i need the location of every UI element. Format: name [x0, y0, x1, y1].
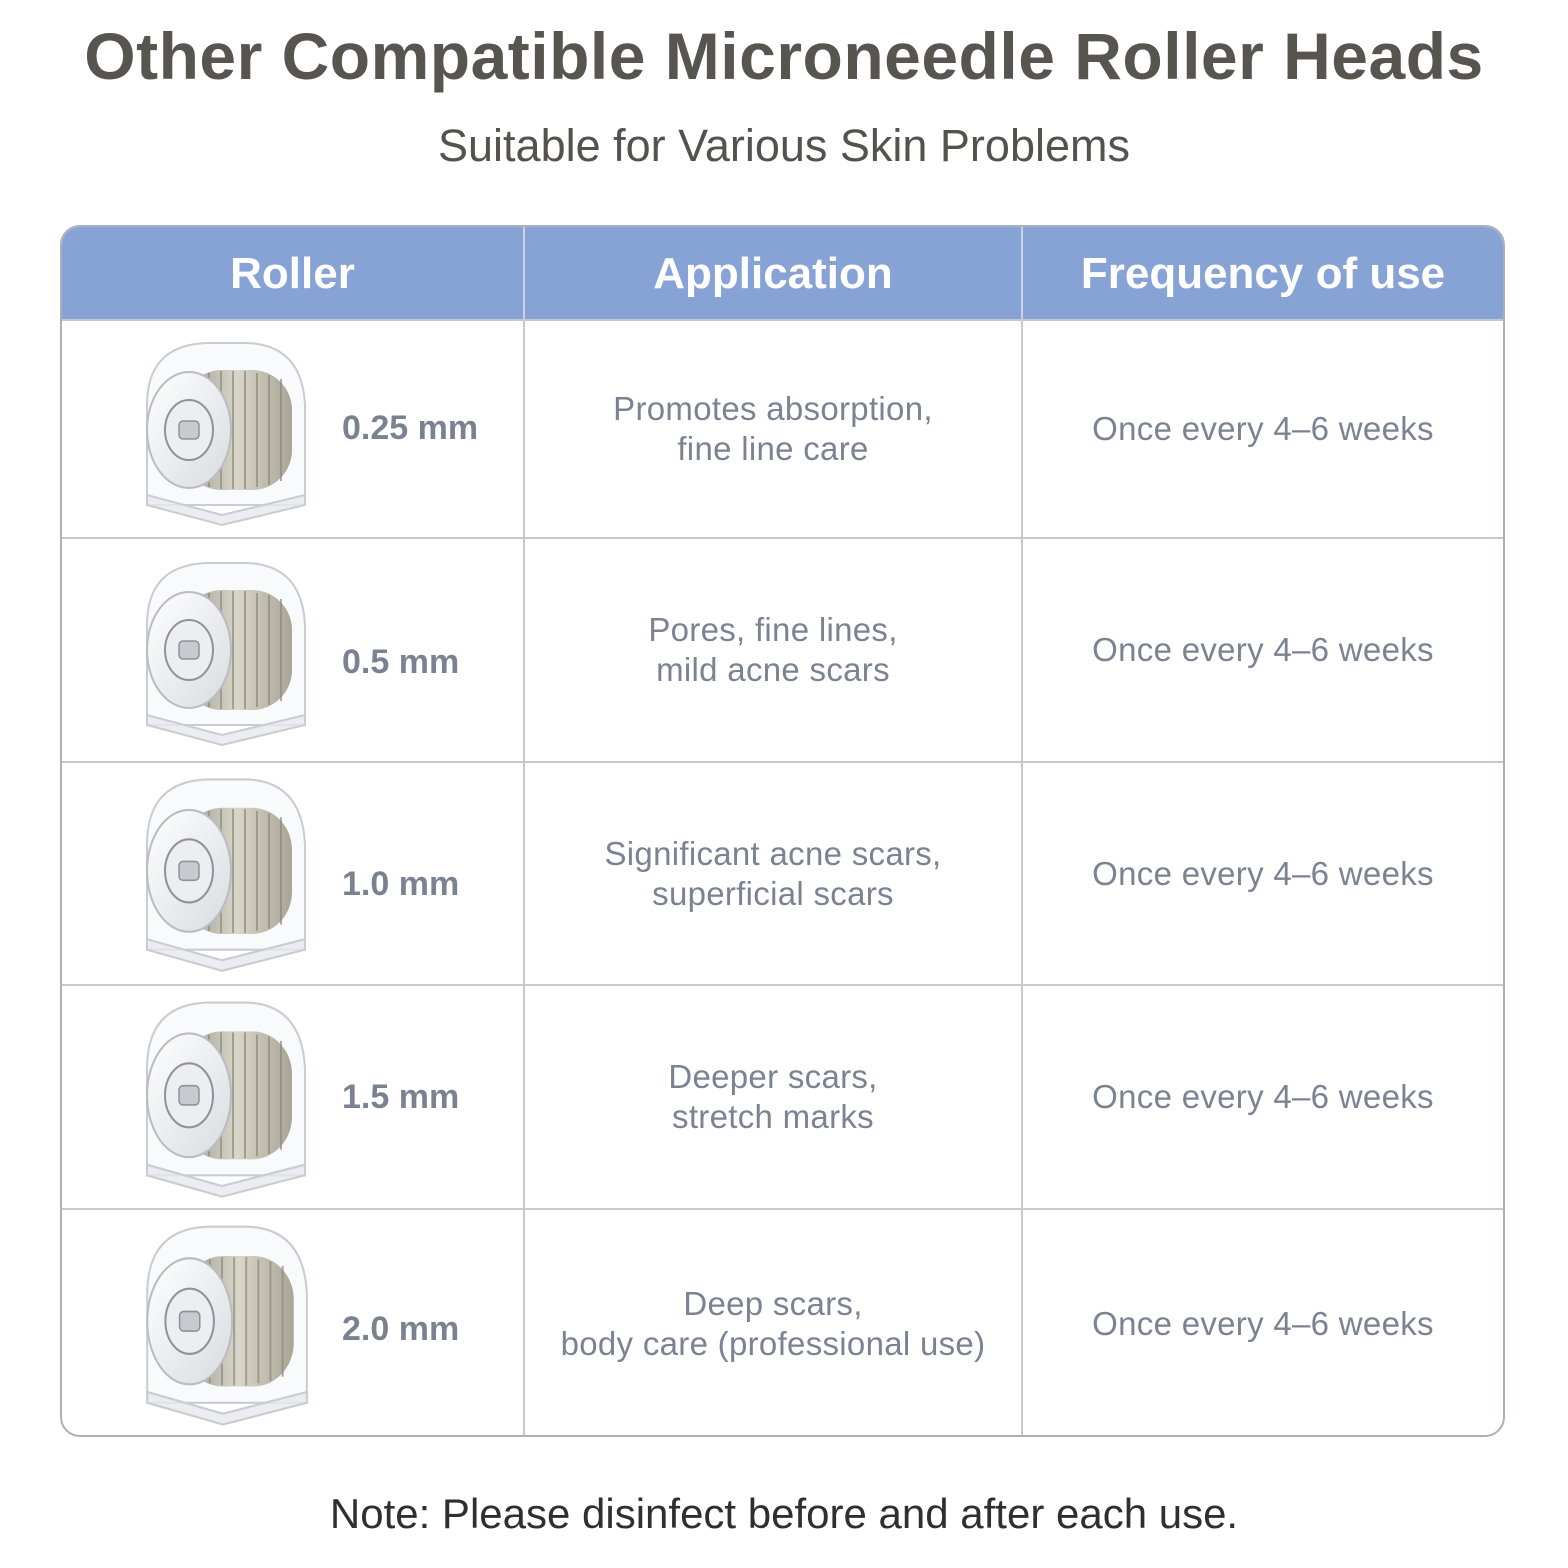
frequency-cell — [1023, 321, 1503, 537]
roller-head-image — [127, 994, 317, 1202]
frequency-cell — [1023, 539, 1503, 761]
table-row — [62, 537, 1503, 761]
application-cell — [525, 321, 1023, 537]
needle-size-label: 2.0 mm — [342, 1310, 460, 1348]
needle-size-label: 0.25 mm — [342, 409, 479, 447]
roller-cell — [62, 763, 525, 984]
roller-head-image — [127, 555, 317, 750]
frequency-text: Once every 4–6 weeks — [1092, 631, 1434, 668]
frequency-cell — [1023, 1210, 1503, 1437]
roller-cell — [62, 539, 525, 761]
roller-head-image — [127, 1218, 319, 1430]
comparison-table — [60, 225, 1505, 1437]
table-row — [62, 761, 1503, 984]
frequency-text: Once every 4–6 weeks — [1092, 1304, 1434, 1342]
disinfect-note: Note: Please disinfect before and after each use. — [329, 1490, 1239, 1537]
needle-size-label: 1.5 mm — [342, 1078, 460, 1116]
application-cell — [525, 986, 1023, 1208]
table-header — [62, 227, 1503, 321]
column-header-application: Application — [525, 227, 1023, 321]
table-row — [62, 319, 1503, 537]
table-row — [62, 984, 1503, 1208]
application-text-line: Promotes absorption, — [613, 390, 933, 427]
application-cell — [525, 539, 1023, 761]
application-cell — [525, 763, 1023, 984]
frequency-cell — [1023, 763, 1503, 984]
frequency-text: Once every 4–6 weeks — [1092, 1078, 1434, 1115]
page-title: Other Compatible Microneedle Roller Heads — [84, 19, 1484, 93]
roller-cell — [62, 321, 525, 537]
page-subtitle: Suitable for Various Skin Problems — [438, 120, 1130, 171]
application-text-line: Deeper scars, — [668, 1058, 878, 1095]
application-text-line: stretch marks — [672, 1098, 874, 1135]
application-text-line: mild acne scars — [656, 651, 890, 688]
column-header-frequency: Frequency of use — [1080, 249, 1446, 298]
application-cell — [525, 1210, 1023, 1437]
application-text-line: Significant acne scars, — [604, 834, 942, 872]
table-row — [62, 1208, 1503, 1437]
frequency-cell — [1023, 986, 1503, 1208]
roller-cell — [62, 1210, 525, 1437]
frequency-text: Once every 4–6 weeks — [1092, 854, 1434, 892]
roller-head-image — [127, 335, 317, 530]
needle-size-label: 0.5 mm — [342, 643, 460, 681]
column-header-roller: Roller — [62, 227, 525, 321]
roller-cell — [62, 986, 525, 1208]
application-text-line: body care (professional use) — [560, 1324, 986, 1362]
application-text-line: superficial scars — [652, 874, 894, 912]
application-text-line: Pores, fine lines, — [648, 611, 898, 648]
frequency-text: Once every 4–6 weeks — [1092, 410, 1434, 447]
application-text-line: Deep scars, — [683, 1284, 863, 1322]
roller-head-image — [127, 771, 317, 976]
needle-size-label: 1.0 mm — [342, 865, 460, 903]
application-text-line: fine line care — [677, 430, 869, 467]
